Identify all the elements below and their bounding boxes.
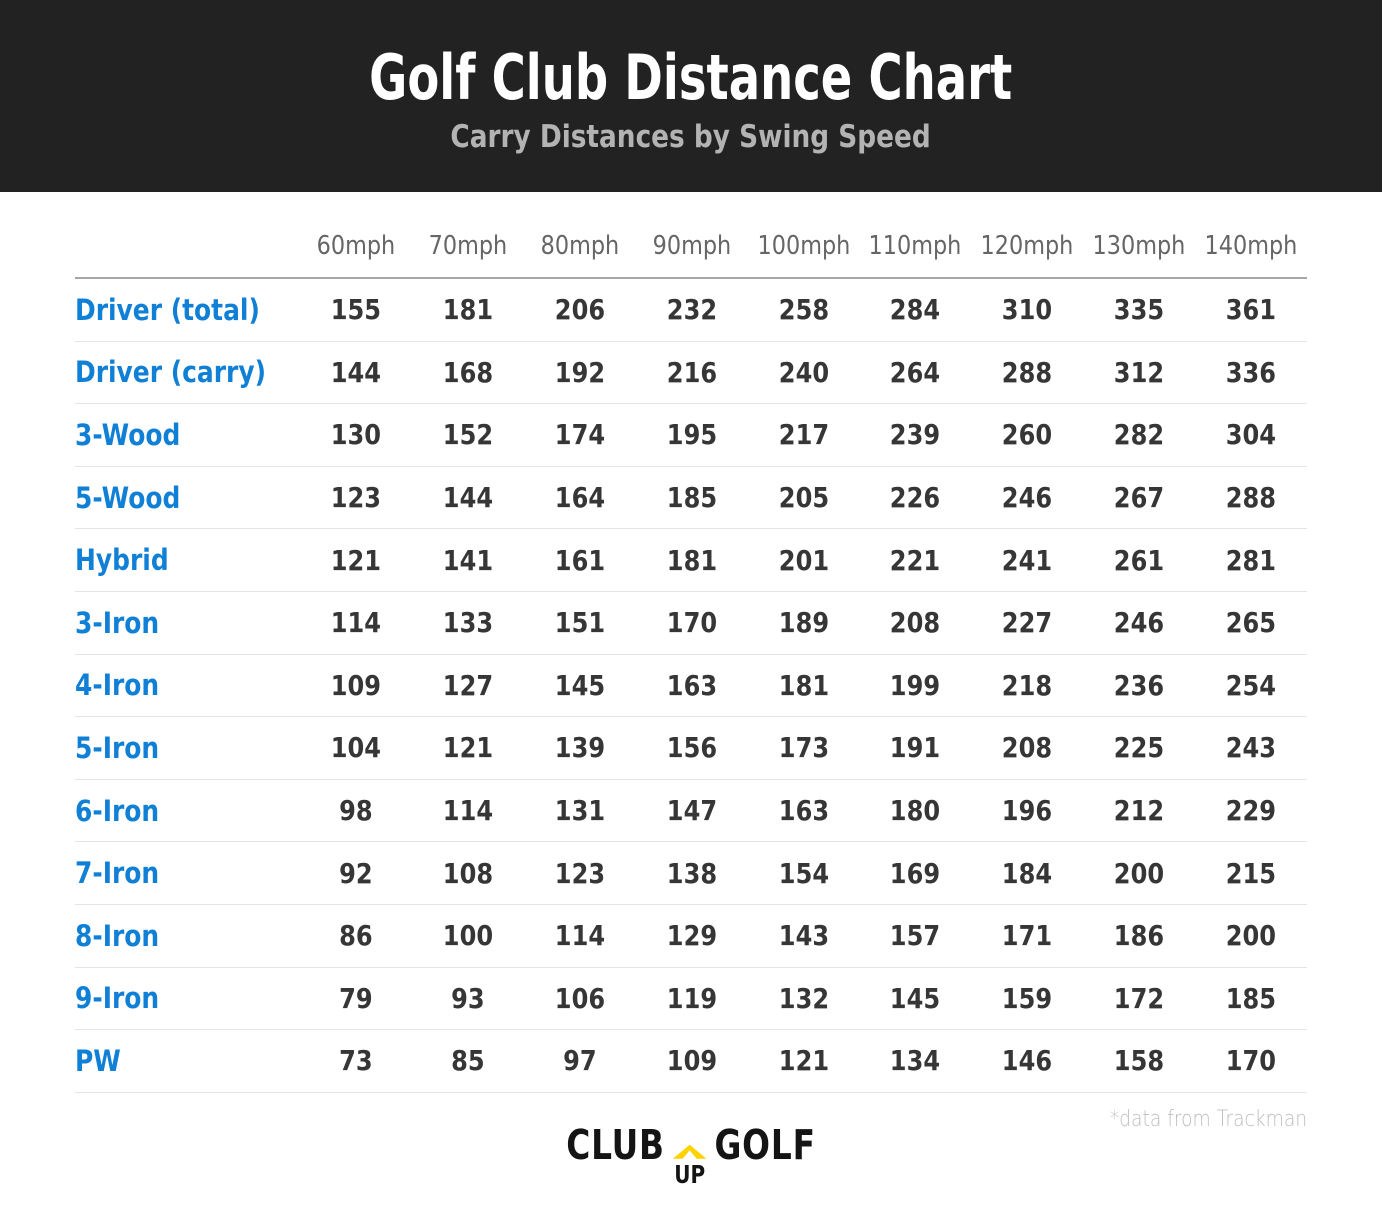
club-label: 4-Iron — [75, 668, 160, 703]
distance-value: 100 — [442, 919, 493, 953]
distance-value: 246 — [1002, 481, 1053, 515]
distance-value: 205 — [778, 481, 829, 515]
distance-value: 159 — [1002, 981, 1053, 1015]
speed-header-cell: 70mph — [428, 231, 508, 261]
distance-value: 114 — [442, 794, 493, 828]
distance-value: 146 — [1002, 1044, 1053, 1078]
distance-value: 195 — [666, 418, 717, 452]
distance-value: 236 — [1114, 668, 1165, 702]
distance-value: 172 — [1114, 981, 1165, 1015]
distance-value: 180 — [890, 794, 941, 828]
distance-value: 184 — [1002, 856, 1053, 890]
speed-header-row — [75, 192, 1307, 279]
distance-value: 173 — [778, 731, 829, 765]
table-row — [75, 655, 1307, 718]
chart-header — [0, 0, 1382, 192]
distance-value: 158 — [1114, 1044, 1165, 1078]
distance-value: 217 — [778, 418, 829, 452]
distance-value: 189 — [778, 606, 829, 640]
club-label: 8-Iron — [75, 918, 160, 953]
table-row — [75, 905, 1307, 968]
distance-value: 208 — [1002, 731, 1053, 765]
distance-value: 181 — [778, 668, 829, 702]
distance-value: 79 — [339, 981, 373, 1015]
table-row — [75, 529, 1307, 592]
table-row — [75, 279, 1307, 342]
distance-value: 161 — [554, 543, 605, 577]
distance-value: 145 — [554, 668, 605, 702]
distance-value: 227 — [1002, 606, 1053, 640]
distance-value: 174 — [554, 418, 605, 452]
distance-value: 170 — [1225, 1044, 1277, 1078]
distance-value: 361 — [1225, 293, 1277, 327]
distance-value: 151 — [554, 606, 605, 640]
distance-value: 145 — [890, 981, 941, 1015]
speed-header-cell: 60mph — [316, 231, 396, 261]
distance-value: 243 — [1225, 731, 1277, 765]
speed-header-cell: 140mph — [1204, 231, 1298, 261]
distance-value: 127 — [442, 668, 493, 702]
distance-value: 191 — [890, 731, 941, 765]
distance-value: 288 — [1002, 355, 1053, 389]
distance-value: 232 — [666, 293, 717, 327]
distance-value: 97 — [562, 1044, 597, 1078]
distance-value: 225 — [1114, 731, 1165, 765]
distance-value: 312 — [1114, 355, 1165, 389]
distance-value: 143 — [778, 919, 829, 953]
logo-up-block — [673, 1145, 707, 1187]
distance-value: 92 — [339, 856, 373, 890]
chevron-up-icon — [673, 1145, 707, 1159]
distance-value: 130 — [330, 418, 382, 452]
distance-value: 240 — [778, 355, 829, 389]
data-source-note: *data from Trackman — [1109, 1106, 1307, 1132]
distance-value: 119 — [666, 981, 717, 1015]
distance-value: 186 — [1114, 919, 1165, 953]
club-label: 9-Iron — [75, 981, 160, 1016]
distance-value: 288 — [1225, 481, 1277, 515]
distance-value: 104 — [330, 731, 382, 765]
distance-value: 200 — [1114, 856, 1165, 890]
distance-value: 86 — [339, 919, 373, 953]
logo-word-up: UP — [674, 1159, 706, 1189]
distance-value: 156 — [666, 731, 717, 765]
speed-header-cell: 90mph — [652, 231, 731, 261]
club-label: Hybrid — [75, 543, 169, 578]
distance-value: 218 — [1002, 668, 1053, 702]
club-label: PW — [75, 1043, 121, 1078]
distance-value: 281 — [1225, 543, 1277, 577]
logo-word-golf: GOLF — [714, 1120, 816, 1169]
distance-value: 192 — [554, 355, 605, 389]
distance-value: 239 — [890, 418, 941, 452]
distance-value: 200 — [1225, 919, 1277, 953]
distance-value: 335 — [1114, 293, 1165, 327]
club-up-golf-logo — [198, 1120, 1184, 1189]
distance-value: 310 — [1002, 293, 1053, 327]
distance-value: 163 — [666, 668, 717, 702]
table-body — [75, 279, 1307, 1093]
distance-value: 133 — [442, 606, 493, 640]
distance-value: 241 — [1002, 543, 1053, 577]
distance-value: 170 — [666, 606, 717, 640]
table-row — [75, 1030, 1307, 1093]
club-label: Driver (total) — [75, 292, 260, 327]
distance-value: 171 — [1002, 919, 1053, 953]
page-subtitle: Carry Distances by Swing Speed — [450, 119, 932, 156]
distance-value: 254 — [1225, 668, 1277, 702]
table-row — [75, 717, 1307, 780]
distance-value: 123 — [330, 481, 382, 515]
distance-value: 132 — [778, 981, 829, 1015]
distance-value: 304 — [1225, 418, 1277, 452]
distance-value: 216 — [666, 355, 717, 389]
distance-value: 106 — [554, 981, 605, 1015]
distance-value: 258 — [778, 293, 829, 327]
distance-value: 163 — [778, 794, 829, 828]
table-row — [75, 842, 1307, 905]
distance-value: 73 — [339, 1044, 373, 1078]
distance-value: 108 — [442, 856, 493, 890]
distance-value: 181 — [442, 293, 493, 327]
speed-header-cell: 80mph — [540, 231, 620, 261]
distance-value: 208 — [890, 606, 941, 640]
distance-value: 144 — [330, 355, 382, 389]
distance-value: 131 — [554, 794, 605, 828]
club-label: 5-Iron — [75, 730, 160, 765]
distance-value: 199 — [890, 668, 941, 702]
distance-value: 93 — [451, 981, 485, 1015]
distance-value: 138 — [666, 856, 717, 890]
distance-value: 121 — [330, 543, 382, 577]
distance-value: 246 — [1114, 606, 1165, 640]
table-row — [75, 467, 1307, 530]
distance-value: 229 — [1225, 794, 1277, 828]
distance-value: 164 — [554, 481, 605, 515]
distance-value: 144 — [442, 481, 493, 515]
distance-value: 147 — [666, 794, 717, 828]
distance-table — [75, 192, 1307, 1093]
distance-value: 264 — [890, 355, 941, 389]
distance-value: 109 — [330, 668, 382, 702]
speed-header-cell: 110mph — [868, 231, 962, 261]
distance-value: 181 — [666, 543, 717, 577]
distance-value: 267 — [1114, 481, 1165, 515]
distance-value: 154 — [778, 856, 829, 890]
club-label: 3-Iron — [75, 605, 160, 640]
club-label: 6-Iron — [75, 793, 160, 828]
table-row — [75, 592, 1307, 655]
distance-value: 185 — [1225, 981, 1277, 1015]
distance-value: 129 — [666, 919, 717, 953]
distance-value: 114 — [330, 606, 382, 640]
table-row — [75, 780, 1307, 843]
page-footer — [75, 1093, 1307, 1218]
distance-value: 134 — [890, 1044, 941, 1078]
distance-value: 206 — [554, 293, 605, 327]
logo-word-club: CLUB — [566, 1120, 665, 1169]
speed-header-cell: 130mph — [1092, 231, 1186, 261]
table-row — [75, 404, 1307, 467]
distance-value: 109 — [666, 1044, 717, 1078]
distance-value: 196 — [1002, 794, 1053, 828]
distance-value: 226 — [890, 481, 941, 515]
distance-value: 265 — [1225, 606, 1277, 640]
distance-value: 169 — [890, 856, 941, 890]
distance-value: 201 — [778, 543, 829, 577]
table-row — [75, 968, 1307, 1031]
club-label: 5-Wood — [75, 480, 181, 515]
distance-value: 139 — [554, 731, 605, 765]
distance-value: 260 — [1002, 418, 1053, 452]
table-row — [75, 342, 1307, 405]
distance-value: 284 — [890, 293, 941, 327]
distance-value: 114 — [554, 919, 605, 953]
distance-value: 168 — [442, 355, 493, 389]
distance-value: 98 — [339, 794, 373, 828]
distance-value: 261 — [1114, 543, 1165, 577]
page-title: Golf Club Distance Chart — [369, 40, 1013, 114]
club-label: 7-Iron — [75, 856, 160, 891]
distance-value: 215 — [1225, 856, 1277, 890]
speed-header-cell: 120mph — [980, 231, 1074, 261]
distance-value: 212 — [1114, 794, 1165, 828]
distance-value: 185 — [666, 481, 717, 515]
distance-value: 121 — [778, 1044, 829, 1078]
distance-value: 121 — [442, 731, 493, 765]
distance-value: 336 — [1225, 355, 1277, 389]
distance-value: 123 — [554, 856, 605, 890]
distance-value: 85 — [451, 1044, 485, 1078]
club-label: 3-Wood — [75, 417, 181, 452]
distance-value: 152 — [442, 418, 493, 452]
distance-value: 221 — [890, 543, 941, 577]
distance-value: 157 — [890, 919, 941, 953]
distance-value: 155 — [330, 293, 382, 327]
club-label: Driver (carry) — [75, 355, 266, 390]
speed-header-cell: 100mph — [757, 231, 850, 261]
distance-value: 282 — [1114, 418, 1165, 452]
distance-value: 141 — [442, 543, 493, 577]
